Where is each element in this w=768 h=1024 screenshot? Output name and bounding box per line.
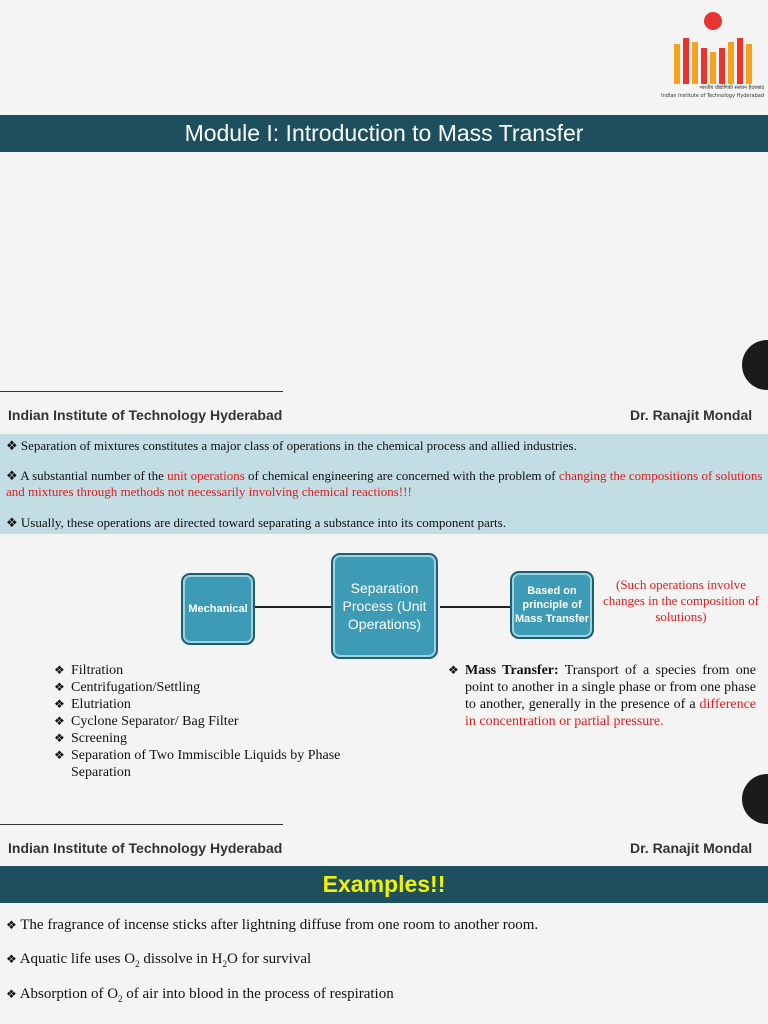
intro-bullet-2-red-b: changing the compositions of solutions and mixtures through methods not necessarily involving chemical reactions!!! [6,468,763,499]
diamond-bullet-icon: ❖ [448,663,459,677]
diamond-bullet-icon: ❖ [6,438,18,453]
footer-author: Dr. Ranajit Mondal [630,407,753,423]
example-item-3 [6,986,394,1004]
logo-caption-hindi: भारतीय प्रौद्योगिकी संस्थान हैदराबाद [699,85,764,91]
example-item-2 [6,951,311,969]
diamond-bullet-icon: ❖ [6,987,17,1001]
list-item [54,730,384,747]
examples-title: Examples!! [0,866,768,903]
slide-nav-dot-icon [742,340,768,390]
intro-band [0,434,768,534]
connector-left [253,606,333,608]
logo-caption-english: Indian Institute of Technology Hyderabad [661,93,764,99]
diamond-bullet-icon: ❖ [54,697,65,711]
example-item-3-text-a: Absorption of O [19,986,119,1002]
example-item-2-text-a: Aquatic life uses O [19,951,136,967]
separation-process-box: Separation Process (Unit Operations) [331,553,438,659]
intro-bullet-1 [6,438,756,454]
connector-right [440,606,512,608]
diamond-bullet-icon: ❖ [54,731,65,745]
mechanical-list [54,662,384,781]
list-item-text: Elutriation [71,697,131,712]
logo-bars-icon [674,36,754,84]
slide-nav-dot-icon [742,774,768,824]
footer-divider [0,391,283,392]
diamond-bullet-icon: ❖ [6,468,18,483]
intro-bullet-2-text-a: A substantial number of the [20,468,168,483]
footer-author: Dr. Ranajit Mondal [630,840,753,856]
list-item [54,713,384,730]
mass-transfer-note: (Such operations involve changes in the composition of solutions) [603,577,759,624]
list-item-text: Screening [71,731,127,746]
intro-bullet-3 [6,515,756,531]
subscript: 2 [118,994,123,1004]
example-item-1 [6,917,538,934]
mass-transfer-text: Transport of a species from one point to another in a single phase or from one phase to another, generally in the presence of a [465,663,757,712]
subscript: 2 [222,959,228,969]
diamond-bullet-icon: ❖ [54,714,65,728]
intro-bullet-1-text: Separation of mixtures constitutes a major class of operations in the chemical process and allied industries. [20,438,577,453]
mass-transfer-definition [448,662,756,730]
list-item [54,679,384,696]
diamond-bullet-icon: ❖ [54,748,65,762]
definition-item [448,662,756,730]
mechanical-box: Mechanical [181,573,255,645]
intro-bullet-3-text: Usually, these operations are directed toward separating a substance into its component parts. [20,515,506,530]
list-item-text: Separation of Two Immiscible Liquids by Phase Separation [71,748,341,780]
example-item-2-text-c: O for survival [227,951,312,967]
iith-logo [661,8,764,103]
list-item [54,747,384,781]
logo-dot-icon [704,12,722,30]
logo-caption [660,84,764,100]
subscript: 2 [135,959,140,969]
diamond-bullet-icon: ❖ [54,663,65,677]
mass-transfer-label: Mass Transfer: [465,663,559,678]
diamond-bullet-icon: ❖ [6,918,17,932]
footer-institute: Indian Institute of Technology Hyderabad [8,840,283,856]
example-item-3-text-b: of air into blood in the process of respiration [122,986,394,1002]
module-title: Module I: Introduction to Mass Transfer [0,115,768,152]
example-item-1-text: The fragrance of incense sticks after lightning diffuse from one room to another room. [20,917,539,933]
list-item [54,662,384,679]
intro-bullet-2-red-a: unit operations [167,468,245,483]
list-item [54,696,384,713]
intro-bullet-2 [6,468,764,500]
diamond-bullet-icon: ❖ [6,515,18,530]
example-item-2-text-b: dissolve in H [139,951,223,967]
footer-institute: Indian Institute of Technology Hyderabad [8,407,283,423]
list-item-text: Filtration [71,663,124,678]
list-item-text: Cyclone Separator/ Bag Filter [71,714,239,729]
mass-transfer-red-text: difference in concentration or partial pressure. [465,697,756,729]
mass-transfer-box: Based on principle of Mass Transfer [510,571,594,639]
intro-bullet-2-text-b: of chemical engineering are concerned with the problem of [244,468,559,483]
diamond-bullet-icon: ❖ [54,680,65,694]
list-item-text: Centrifugation/Settling [71,680,201,695]
footer-divider [0,824,283,825]
diamond-bullet-icon: ❖ [6,952,17,966]
